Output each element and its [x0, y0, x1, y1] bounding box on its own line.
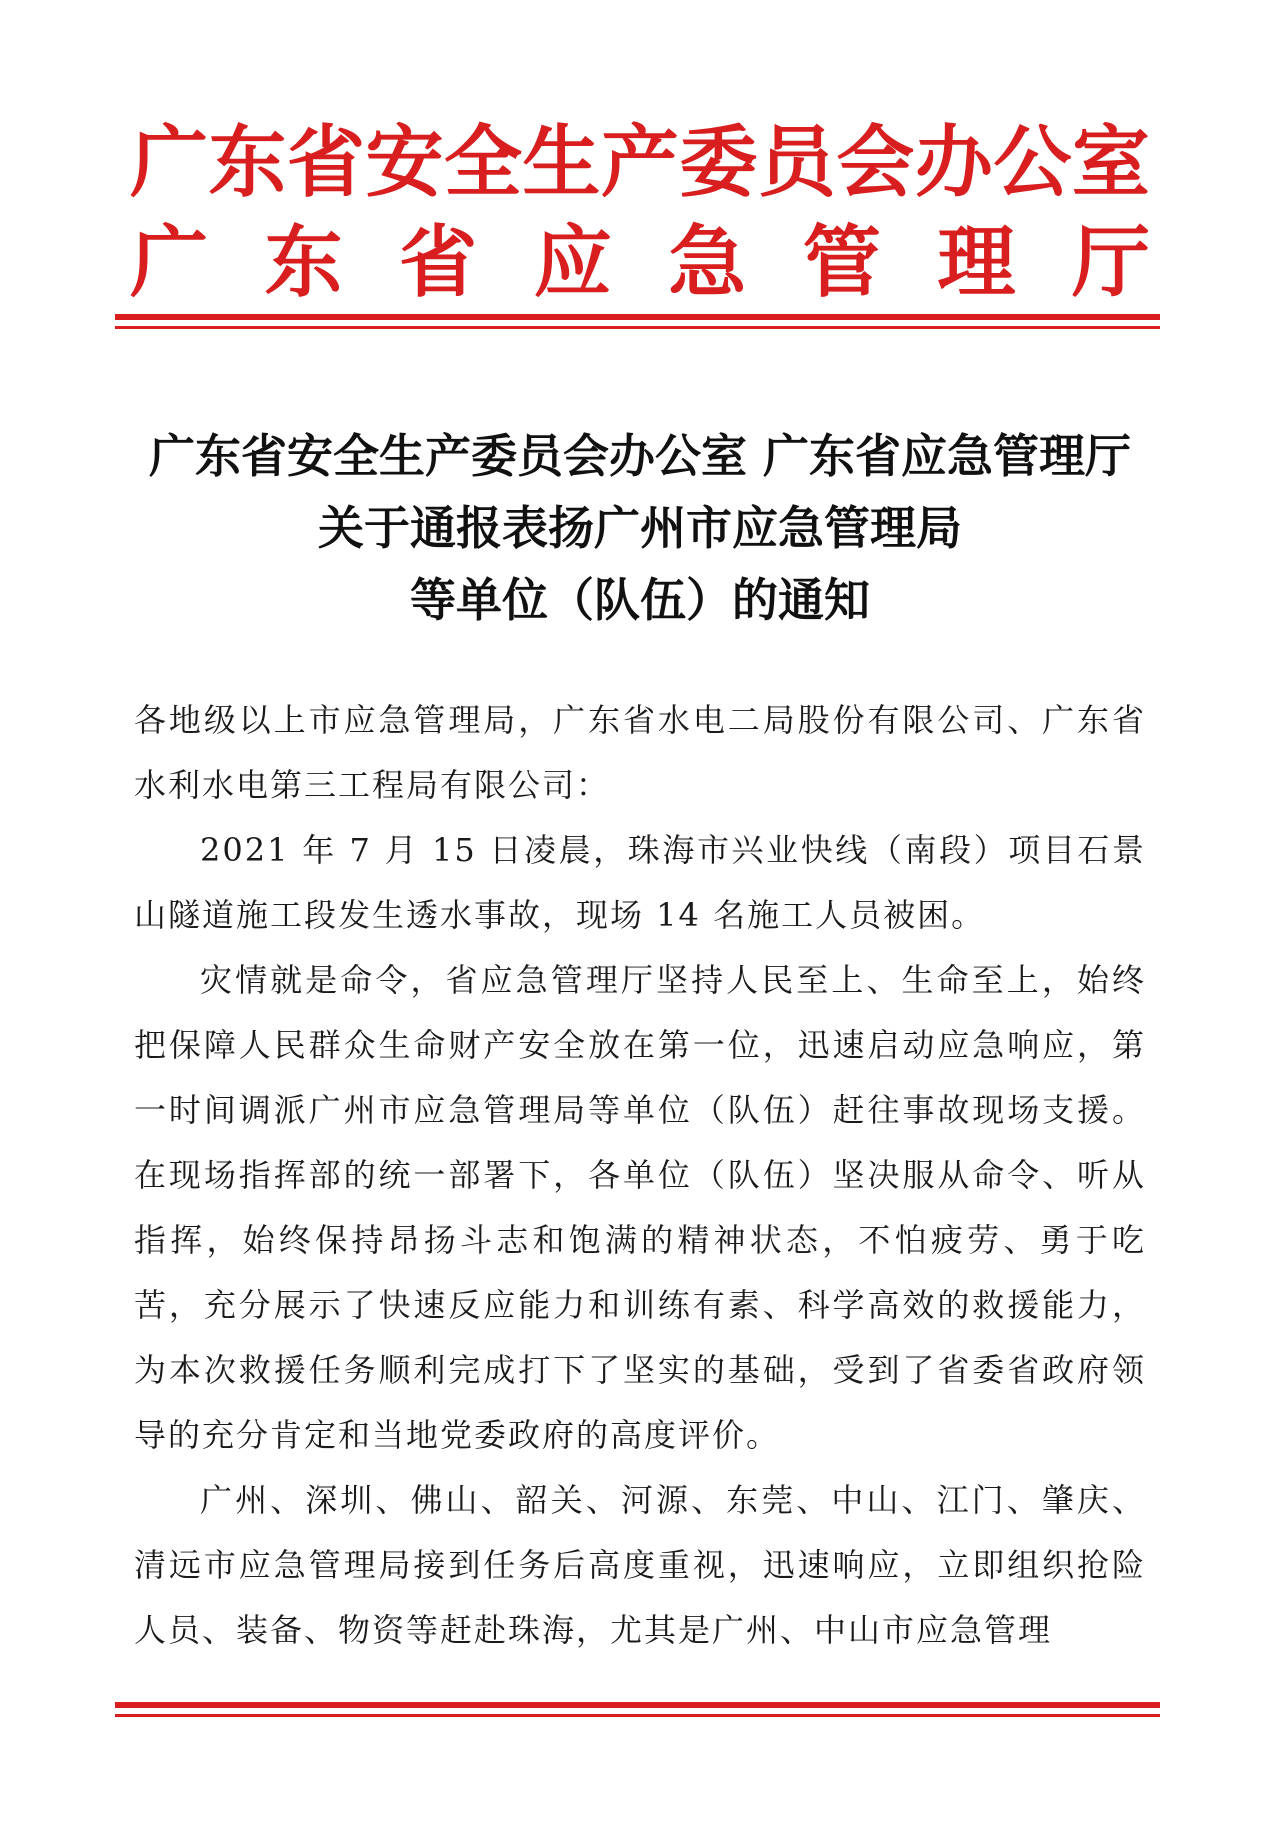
masthead-char: 全: [443, 117, 522, 208]
masthead-char: 公: [993, 117, 1072, 208]
masthead-line-1: [130, 118, 1150, 208]
masthead-char: 省: [286, 117, 365, 208]
document-title: [100, 420, 1180, 636]
masthead-char: 产: [600, 117, 679, 208]
paragraph: 广州、深圳、佛山、韶关、河源、东莞、中山、江门、肇庆、清远市应急管理局接到任务后高度重视，迅速响应，立即组织抢险人员、装备、物资等赶赴珠海，尤其是广州、中山市应急管理: [134, 1481, 1146, 1649]
masthead-char: 员: [757, 117, 836, 208]
masthead-char: 应: [533, 217, 612, 308]
masthead-char: 会: [836, 117, 915, 208]
masthead-char: 急: [668, 217, 747, 308]
header-red-divider: [115, 314, 1160, 329]
masthead-line-2: [130, 218, 1150, 308]
paragraph: 2021 年 7 月 15 日凌晨，珠海市兴业快线（南段）项目石景山隧道施工段发生透水事故，现场 14 名施工人员被困。: [134, 831, 1146, 934]
paragraph: 灾情就是命令，省应急管理厅坚持人民至上、生命至上，始终把保障人民群众生命财产安全放在第一位，迅速启动应急响应，第一时间调派广州市应急管理局等单位（队伍）赶往事故现场支援。在现场指挥部的统一部署下，各单位（队伍）坚决服从命令、听从指挥，始终保持昂扬斗志和饱满的精神状态，不怕疲劳、勇于吃苦，充分展示了快速反应能力和训练有素、科学高效的救援能力，为本次救援任务顺利完成打下了坚实的基础，受到了省委省政府领导的充分肯定和当地党委政府的高度评价。: [134, 961, 1146, 1454]
title-line-1: 广东省安全生产委员会办公室 广东省应急管理厅: [148, 429, 1131, 483]
masthead-char: 安: [365, 117, 444, 208]
masthead-char: 理: [937, 217, 1016, 308]
masthead-char: 东: [208, 117, 287, 208]
masthead-char: 办: [914, 117, 993, 208]
masthead-char: 室: [1071, 117, 1150, 208]
footer-red-divider: [115, 1702, 1160, 1717]
masthead-char: 委: [679, 117, 758, 208]
document-body: [134, 688, 1146, 1663]
masthead-char: 生: [522, 117, 601, 208]
masthead-char: 省: [399, 217, 478, 308]
masthead-char: 厅: [1071, 217, 1150, 308]
masthead-char: 管: [802, 217, 881, 308]
title-line-3: 等单位（队伍）的通知: [410, 573, 870, 627]
masthead: [130, 218, 1150, 308]
masthead-char: 广: [130, 117, 209, 208]
masthead-char: 东: [264, 217, 343, 308]
addressee: 各地级以上市应急管理局，广东省水电二局股份有限公司、广东省水利水电第三工程局有限公司：: [134, 701, 1146, 804]
title-line-2: 关于通报表扬广州市应急管理局: [318, 501, 962, 555]
masthead: [130, 118, 1150, 208]
masthead-char: 广: [130, 217, 209, 308]
